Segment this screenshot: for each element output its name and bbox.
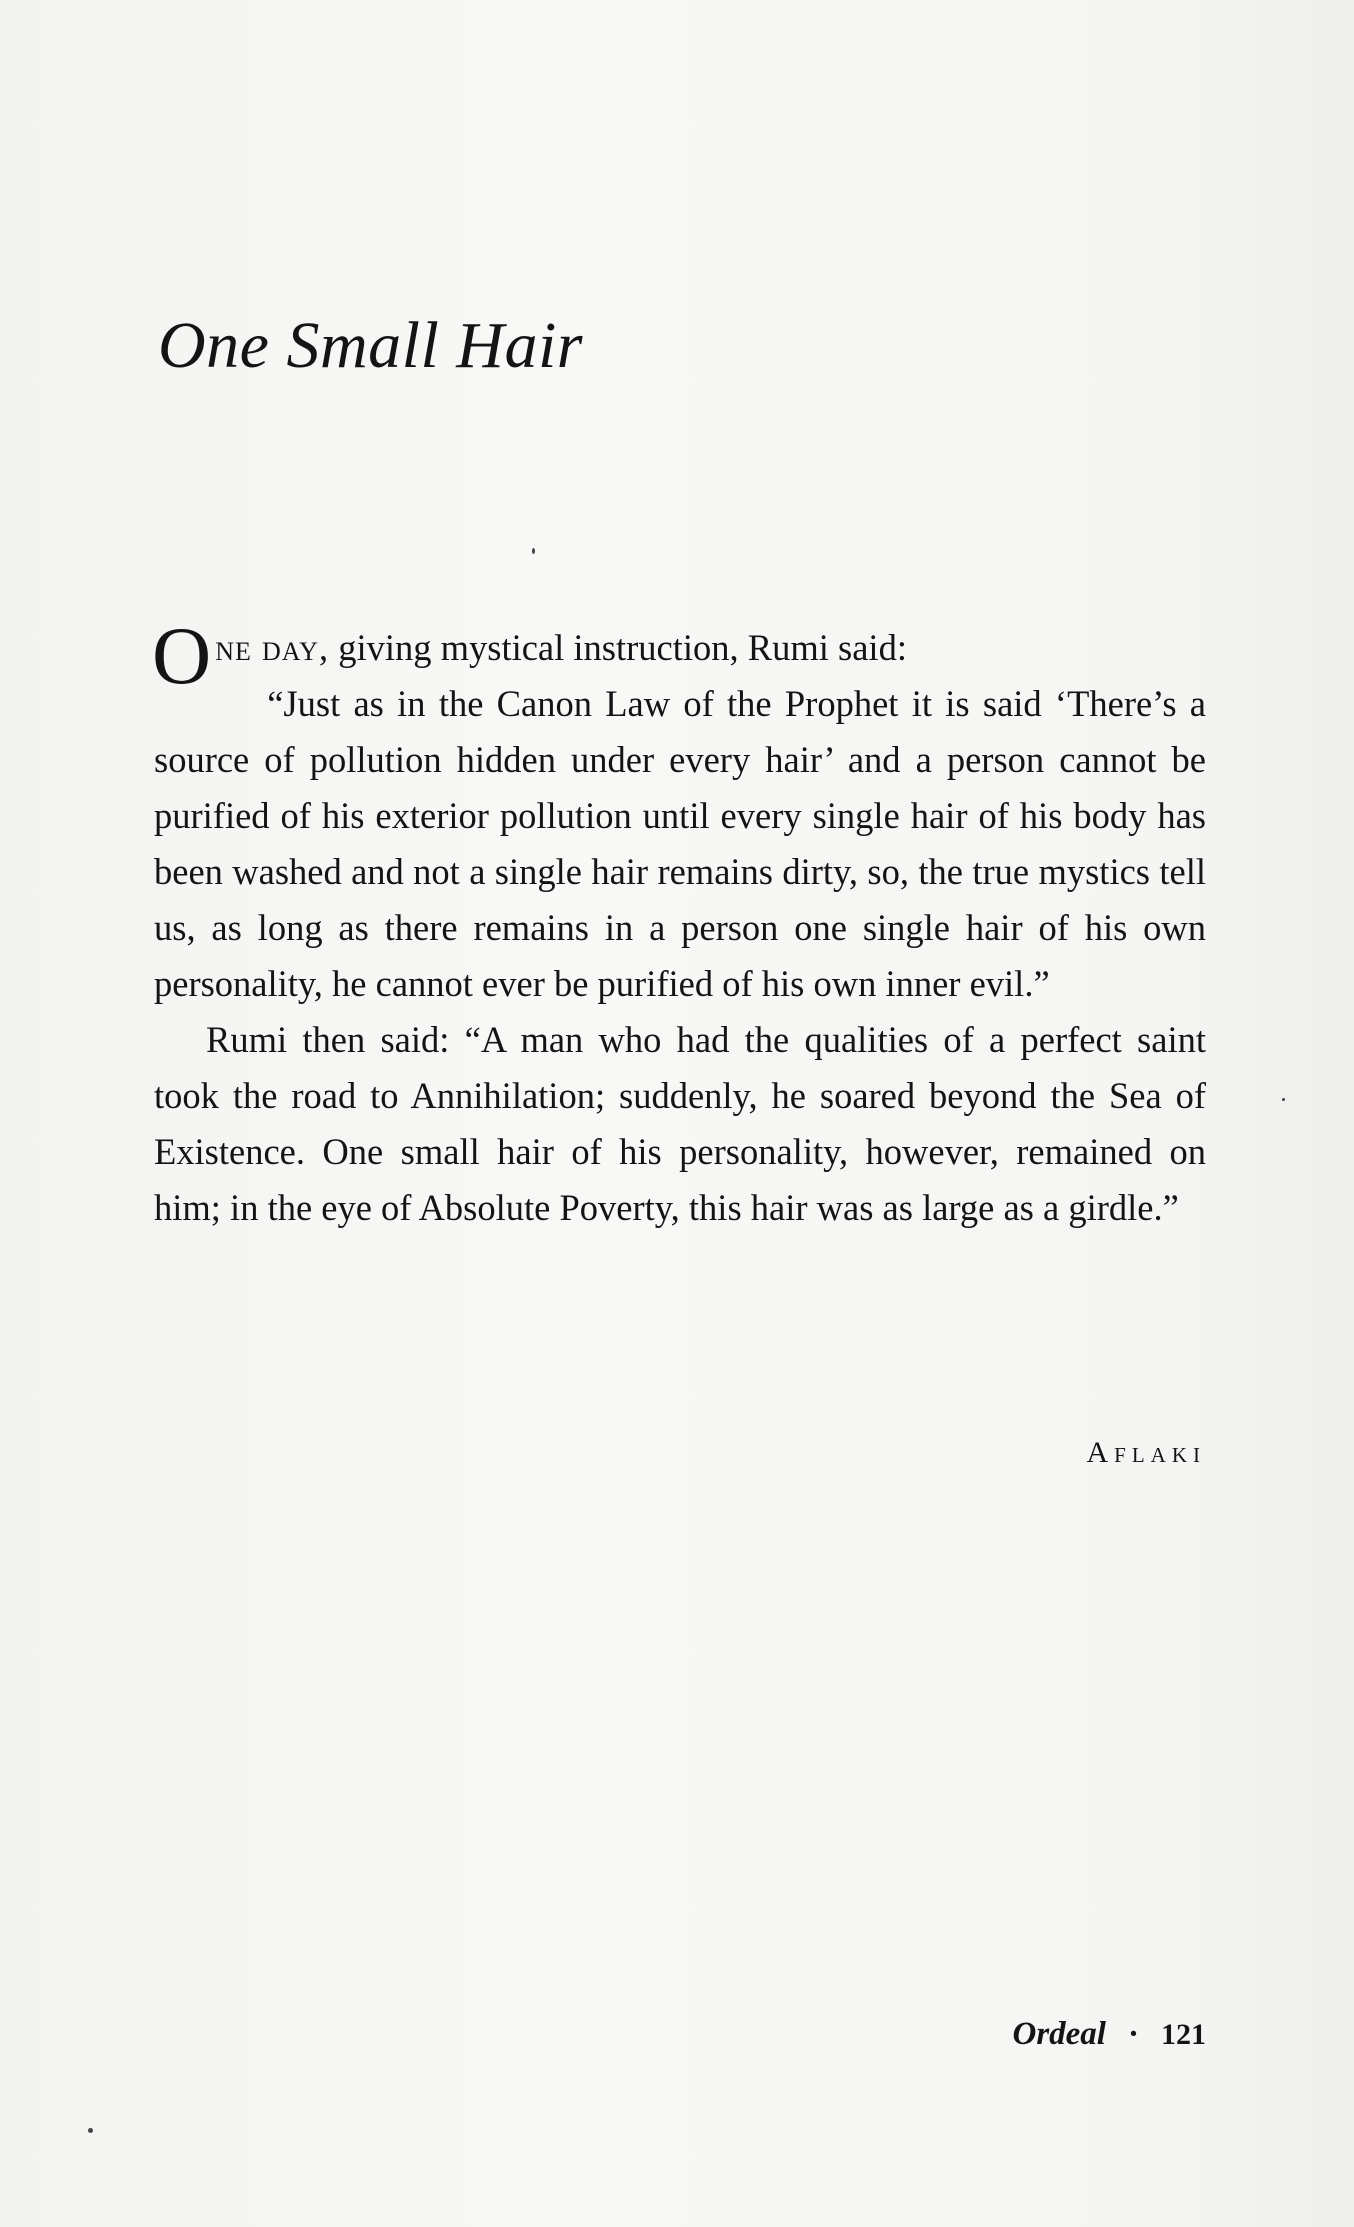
- paragraph-rumi: Rumi then said: “A man who had the qualities of a perfect saint took the road to Annihilation; suddenly, he soared beyond the Sea of Existence. One small hair of his personality, however, remained on him; in the eye of Absolute Poverty, this hair was as large as a girdle.”: [154, 1019, 1206, 1228]
- paragraph-quote: “Just as in the Canon Law of the Prophet it is said ‘There’s a source of pollution hidden under every hair’ and a person cannot be purified of his exterior pollution until every single hair of his body has been washed and not a single hair remains dirty, so, the true mystics tell us, as long as there remains in a person one single hair of his own personality, he cannot ever be purified of his own inner evil.”: [154, 683, 1206, 1004]
- drop-cap: O: [152, 610, 212, 701]
- opening-text: giving mystical instruction, Rumi said:: [329, 627, 907, 668]
- dust-speck: [532, 548, 535, 554]
- paragraph-opening: [152, 610, 1206, 701]
- running-footer: [900, 2016, 1206, 2053]
- chapter-title: One Small Hair: [158, 309, 583, 382]
- page-number: 121: [1161, 2018, 1206, 2051]
- dust-speck: [1282, 1098, 1285, 1101]
- lead-in-smallcaps: ne day,: [215, 627, 330, 668]
- footer-section-title: Ordeal: [1012, 2016, 1106, 2052]
- attribution: Aflaki: [1086, 1436, 1206, 1469]
- body-text: [152, 610, 1206, 1236]
- dust-speck: [88, 2128, 93, 2133]
- footer-separator: ·: [1127, 2016, 1139, 2052]
